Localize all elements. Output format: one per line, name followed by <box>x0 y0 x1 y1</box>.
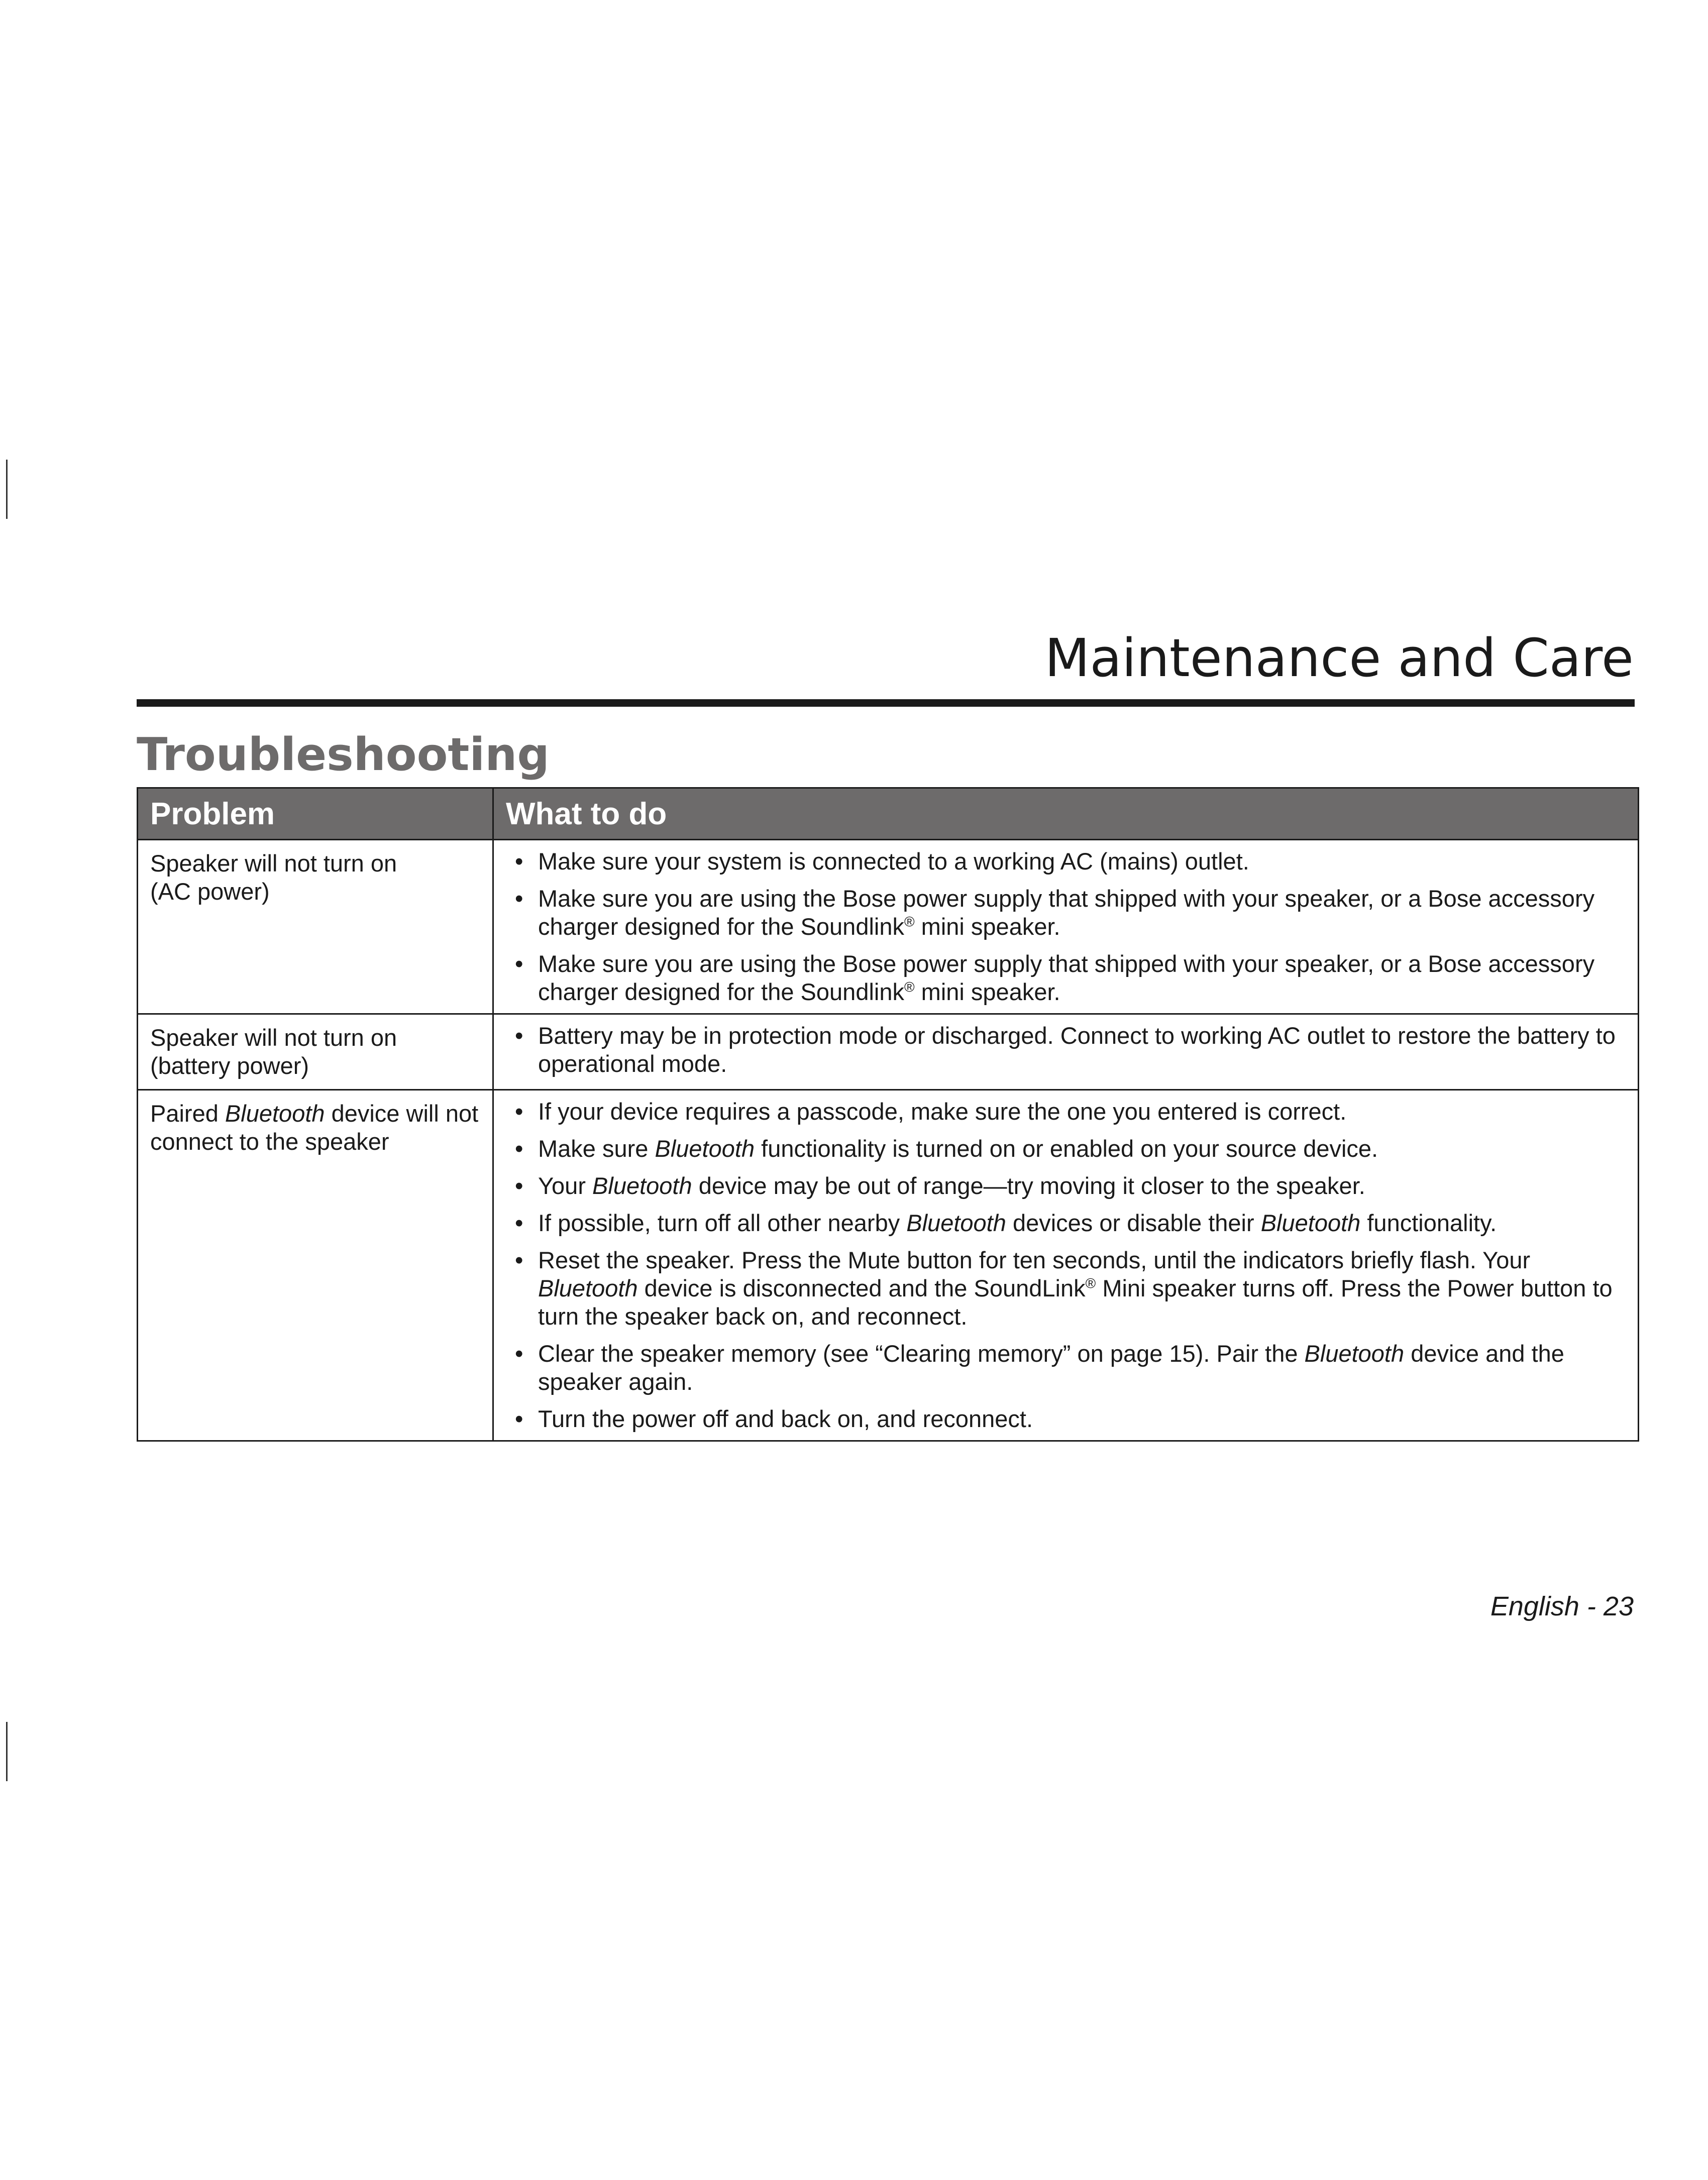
section-title: Maintenance and Care <box>1044 627 1634 689</box>
text-segment: functionality. <box>1360 1210 1497 1236</box>
table-row <box>138 1090 1639 1441</box>
italic-term: Bluetooth <box>592 1172 692 1199</box>
solution-list <box>506 1022 1626 1078</box>
text-segment: If possible, turn off all other nearby <box>538 1210 907 1236</box>
italic-term: Bluetooth <box>655 1135 755 1162</box>
solution-cell <box>493 1090 1639 1441</box>
italic-term: Bluetooth <box>1304 1340 1405 1367</box>
text-segment: Your <box>538 1172 593 1199</box>
table-row <box>138 840 1639 1014</box>
solution-step <box>506 1209 1626 1237</box>
solution-cell <box>493 840 1639 1014</box>
solution-step <box>506 1135 1626 1163</box>
table-row <box>138 1014 1639 1090</box>
page-number: English - 23 <box>1490 1591 1634 1621</box>
text-segment: Paired <box>150 1100 225 1127</box>
problem-line: Speaker will not turn on <box>150 850 397 877</box>
solution-step <box>506 1022 1626 1078</box>
crop-mark-top <box>6 460 8 519</box>
registered-mark: ® <box>904 979 915 995</box>
text-segment: functionality is turned on or enabled on your source device. <box>755 1135 1378 1162</box>
table-header-row <box>138 788 1639 840</box>
header-problem: Problem <box>138 788 493 840</box>
text-segment: device is disconnected and the SoundLink <box>637 1275 1086 1301</box>
italic-term: Bluetooth <box>225 1100 325 1127</box>
italic-term: Bluetooth <box>906 1210 1006 1236</box>
text-segment: Make sure you are using the Bose power supply that shipped with your speaker, or a Bose accessory charger designed for the Soundlink <box>538 950 1595 1005</box>
text-segment: device and the speaker again. <box>538 1340 1564 1395</box>
crop-mark-bottom <box>6 1722 8 1781</box>
registered-mark: ® <box>904 914 915 930</box>
italic-term: Bluetooth <box>1260 1210 1361 1236</box>
text-segment: Reset the speaker. Press the Mute button for ten seconds, until the indicators briefly flash. Your <box>538 1247 1531 1273</box>
text-segment: Clear the speaker memory (see “Clearing memory” on page 15). Pair the <box>538 1340 1305 1367</box>
solution-step <box>506 1098 1626 1126</box>
text-segment: mini speaker. <box>914 978 1060 1005</box>
text-segment: device will not connect to the speaker <box>150 1100 479 1155</box>
text-segment: Battery may be in protection mode or discharged. Connect to working AC outlet to restore the battery to operational mode. <box>538 1022 1616 1077</box>
text-segment: Make sure your system is connected to a working AC (mains) outlet. <box>538 848 1249 875</box>
solution-step <box>506 847 1626 876</box>
text-segment: devices or disable their <box>1006 1210 1261 1236</box>
solution-cell <box>493 1014 1639 1090</box>
solution-step <box>506 1340 1626 1396</box>
solution-list <box>506 847 1626 1006</box>
table-body <box>138 840 1639 1441</box>
text-segment: mini speaker. <box>914 913 1060 940</box>
italic-term: Bluetooth <box>538 1275 638 1301</box>
troubleshooting-heading: Troubleshooting <box>137 728 550 781</box>
problem-line: (AC power) <box>150 878 270 905</box>
text-segment: Make sure you are using the Bose power supply that shipped with your speaker, or a Bose accessory charger designed for the Soundlink <box>538 885 1595 940</box>
header-what-to-do: What to do <box>493 788 1639 840</box>
solution-step <box>506 1172 1626 1200</box>
text-segment: Mini speaker turns off. Press the Power button to turn the speaker back on, and reconnect. <box>538 1275 1613 1330</box>
problem-line: Speaker will not turn on <box>150 1024 397 1051</box>
problem-cell <box>138 1014 493 1090</box>
text-segment: Turn the power off and back on, and reconnect. <box>538 1405 1033 1432</box>
text-segment: Make sure <box>538 1135 655 1162</box>
problem-line: (battery power) <box>150 1052 309 1079</box>
solution-list <box>506 1098 1626 1433</box>
section-divider <box>137 699 1635 707</box>
text-segment: If your device requires a passcode, make sure the one you entered is correct. <box>538 1098 1347 1125</box>
problem-cell <box>138 840 493 1014</box>
troubleshooting-table <box>137 787 1639 1442</box>
text-segment: device may be out of range—try moving it closer to the speaker. <box>692 1172 1365 1199</box>
solution-step <box>506 1246 1626 1331</box>
solution-step <box>506 1405 1626 1433</box>
solution-step <box>506 885 1626 941</box>
problem-cell <box>138 1090 493 1441</box>
solution-step <box>506 950 1626 1006</box>
registered-mark: ® <box>1085 1275 1096 1291</box>
